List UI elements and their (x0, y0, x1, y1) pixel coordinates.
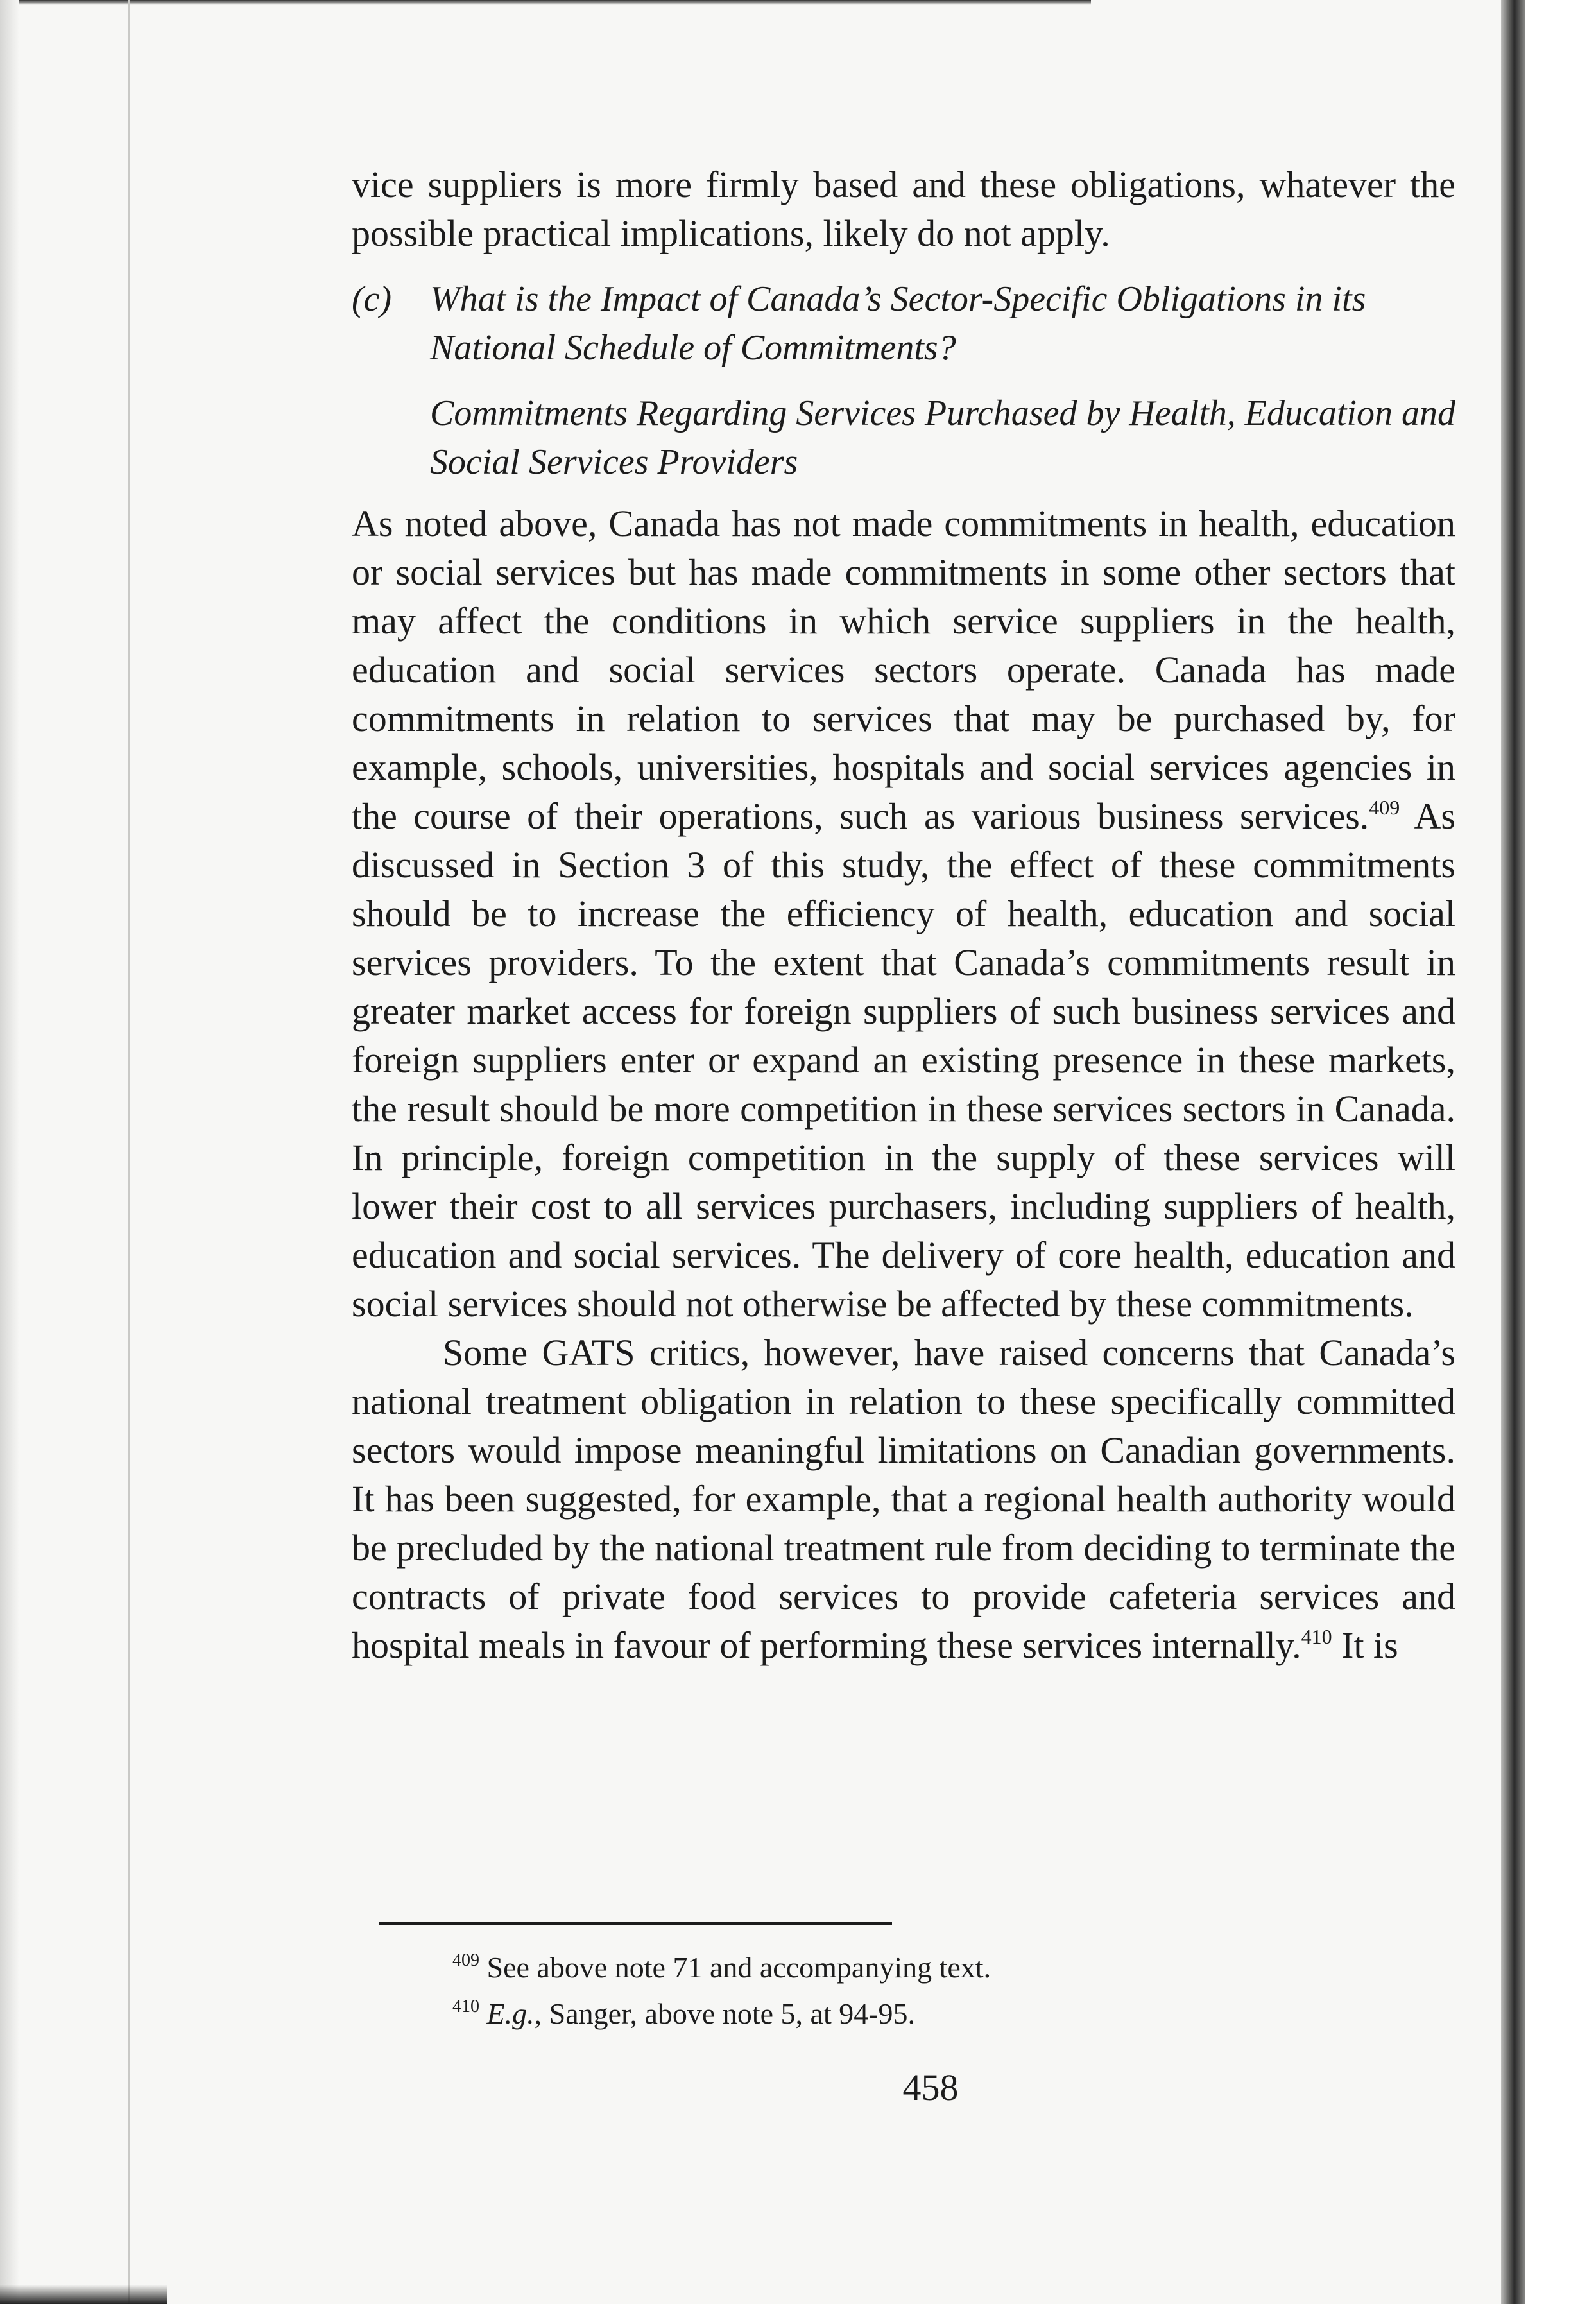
scan-right-margin (1525, 0, 1596, 2304)
footnote-409 (452, 1945, 1287, 1991)
footnote-number: 409 (452, 1950, 479, 1970)
footnote-ref-410: 410 (1301, 1625, 1332, 1648)
scan-left-edge (0, 0, 19, 2304)
footnote-separator (379, 1922, 892, 1925)
footnote-410 (452, 1991, 1287, 2037)
scan-fold-line (128, 0, 130, 2304)
footnotes (452, 1945, 1287, 2037)
book-binding-edge (1501, 0, 1525, 2304)
scan-top-edge (0, 0, 1091, 5)
scan-corner-shadow (0, 2285, 167, 2304)
paragraph-2-text-a: Some GATS critics, however, have raised concerns that Canada’s national treatment obligation in relation to these specifically committed sectors would impose meaningful limitations on Canadian governments. It has been suggested, for example, that a regional health authority would be precluded by the national treatment rule from deciding to terminate the contracts of private food services to provide cafeteria services and hospital meals in favour of performing these services internally. (352, 1332, 1455, 1666)
paragraph-1-text-a: As noted above, Canada has not made commitments in health, education or social services but has made commitments in some other sectors that may affect the conditions in which service suppliers in the health, education and social services sectors operate. Canada has made commitments in relation to services that may be purchased by, for example, schools, universities, hospitals and social services agencies in the course of their operations, such as various business services. (352, 503, 1455, 837)
footnote-number: 410 (452, 1997, 479, 2016)
paragraph-2 (352, 1328, 1455, 1670)
page-number: 458 (902, 2067, 959, 2108)
footnote-ref-409: 409 (1369, 796, 1400, 819)
paragraph-2-text-b: It is (1332, 1624, 1398, 1666)
subheading: Commitments Regarding Services Purchased by Health, Education and Social Services Providers (430, 393, 1455, 482)
section-label: (c) (352, 279, 392, 319)
paragraph-1-text-b: As discussed in Section 3 of this study, the effect of these commitments should be to increase the efficiency of health, education and social services providers. To the extent that Canada’s commitments result in greater market access for foreign suppliers of such business services and foreign suppliers enter or expand an existing presence in these markets, the result should be more competition in these services sectors in Canada. In principle, foreign competition in the supply of these services will lower their cost to all services purchasers, including suppliers of health, education and social services. The delivery of core health, education and social services should not otherwise be affected by these commitments. (352, 795, 1455, 1325)
footnote-italic-lead: E.g. (486, 1997, 535, 2030)
section-title: What is the Impact of Canada’s Sector-Specific Obligations in its National Schedule of Commitments? (430, 279, 1366, 368)
continuation-paragraph: vice suppliers is more firmly based and these obligations, whatever the possible practical implications, likely do not apply. (352, 164, 1455, 254)
page-body (352, 160, 1455, 1670)
section-heading (352, 275, 1455, 372)
footnote-text: See above note 71 and accompanying text. (486, 1951, 991, 1984)
paragraph-1 (352, 499, 1455, 1328)
footnote-text: , Sanger, above note 5, at 94-95. (534, 1997, 916, 2030)
